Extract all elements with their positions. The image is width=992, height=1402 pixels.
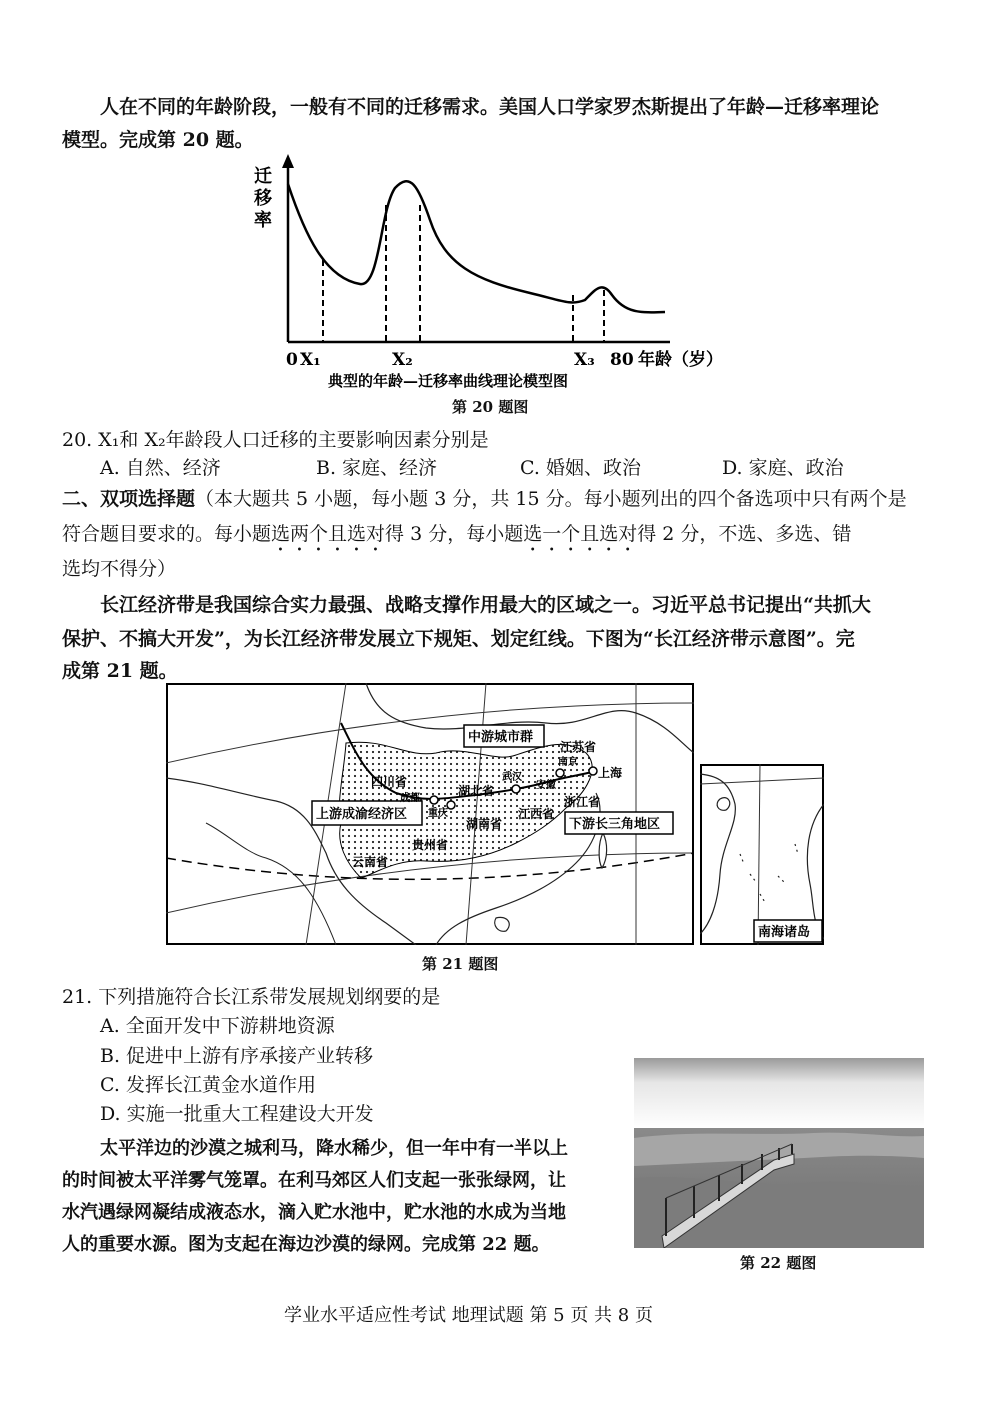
- chongqing-label: 重庆: [428, 808, 448, 819]
- q21-stem: 21. 下列措施符合长江系带发展规划纲要的是: [62, 986, 441, 1008]
- ylabel-char-2: 移: [254, 188, 272, 209]
- q21-option-c[interactable]: C. 发挥长江黄金水道作用: [100, 1074, 316, 1096]
- fig21-caption: 第 21 题图: [422, 955, 499, 973]
- intro22-line3: 水汽遇绿网凝结成液态水，滴入贮水池中，贮水池的水成为当地: [62, 1202, 566, 1223]
- section2-line1: [62, 484, 907, 514]
- shanghai-marker: [589, 767, 597, 775]
- box-midstream-label: 中游城市群: [468, 730, 534, 745]
- x-origin-label: 0: [286, 350, 298, 370]
- ylabel-char-3: 率: [254, 210, 272, 231]
- shanghai-label: 上海: [598, 766, 623, 780]
- section2-line2: [62, 519, 851, 556]
- migration-rate-curve: [288, 181, 665, 312]
- yangtze-economic-belt-map: [166, 683, 694, 945]
- intro22-line2: 的时间被太平洋雾气笼罩。在利马郊区人们支起一张张绿网，让: [62, 1170, 566, 1191]
- chongqing-marker: [447, 801, 455, 809]
- fig22-caption: 第 22 题图: [740, 1254, 817, 1272]
- photo-sky: [634, 1058, 924, 1128]
- x3-label: X₃: [574, 350, 595, 370]
- nanjing-label: 南京: [558, 757, 578, 768]
- q21-option-a[interactable]: A. 全面开发中下游耕地资源: [100, 1015, 335, 1037]
- intro21-line1: 长江经济带是我国综合实力最强、战略支撑作用最大的区域之一。习近平总书记提出“共抓大: [100, 594, 871, 616]
- wuhan-label: 武汉: [502, 772, 522, 783]
- q20-stem: 20. X₁和 X₂年龄段人口迁移的主要影响因素分别是: [62, 429, 489, 451]
- migration-rate-chart: [240, 150, 760, 400]
- fog-net-photo: [634, 1058, 924, 1248]
- section2-line2-emph-1: 选两个且选对: [271, 523, 386, 545]
- chengdu-label: 成都: [400, 793, 420, 804]
- hainan-island: [495, 917, 510, 931]
- section2-line2-c: 得 3 分，每小题: [385, 523, 524, 545]
- x-unit-label: 年龄（岁）: [638, 350, 723, 370]
- x1-label: X₁: [300, 350, 321, 370]
- box-south-sea-label: 南海诸岛: [758, 925, 811, 940]
- q20-option-c[interactable]: C. 婚姻、政治: [520, 457, 641, 479]
- zhejiang-label: 浙江省: [564, 795, 601, 809]
- x80-label: 80: [610, 350, 634, 370]
- intro21-line3: 成第 21 题。: [62, 660, 178, 682]
- box-downstream-label: 下游长三角地区: [569, 817, 661, 832]
- chart-title: 典型的年龄—迁移率曲线理论模型图: [328, 372, 569, 390]
- q21-option-d[interactable]: D. 实施一批重大工程建设大开发: [100, 1103, 374, 1125]
- inset-hainan: [717, 798, 730, 811]
- nanjing-marker: [556, 769, 564, 777]
- section2-line2-a: 符合题目要求的。每小题: [62, 523, 272, 545]
- section2-line1-rest: （本大题共 5 小题，每小题 3 分，共 15 分。每小题列出的四个备选项中只有两个是: [195, 488, 907, 510]
- guizhou-label: 贵州省: [412, 838, 449, 852]
- q21-option-b[interactable]: B. 促进中上游有序承接产业转移: [100, 1045, 374, 1067]
- q20-option-b[interactable]: B. 家庭、经济: [316, 457, 438, 479]
- intro22-line1: 太平洋边的沙漠之城利马，降水稀少，但一年中有一半以上: [100, 1138, 568, 1159]
- q20-option-a[interactable]: A. 自然、经济: [100, 457, 221, 479]
- page-footer: 学业水平适应性考试 地理试题 第 5 页 共 8 页: [284, 1305, 653, 1326]
- section2-line2-emph-2: 选一个且选对: [523, 523, 638, 545]
- y-axis-arrow: [282, 154, 294, 168]
- hunan-label: 湖南省: [466, 817, 503, 831]
- x2-label: X₂: [392, 350, 413, 370]
- south-china-sea-inset: [700, 764, 824, 945]
- jiangxi-label: 江西省: [518, 807, 555, 821]
- intro20-line1: 人在不同的年龄阶段，一般有不同的迁移需求。美国人口学家罗杰斯提出了年龄—迁移率理论: [100, 96, 880, 118]
- q20-option-d[interactable]: D. 家庭、政治: [722, 457, 844, 479]
- intro20-line2: 模型。完成第 20 题。: [62, 129, 254, 151]
- section2-line2-e: 得 2 分，不选、多选、错: [637, 523, 852, 545]
- ylabel-char-1: 迁: [254, 166, 272, 187]
- jiangsu-label: 江苏省: [560, 740, 597, 754]
- sichuan-label: 四川省: [371, 775, 408, 789]
- box-upstream-label: 上游成渝经济区: [316, 807, 408, 822]
- hubei-label: 湖北省: [458, 784, 495, 798]
- section2-line3: 选均不得分）: [62, 558, 177, 580]
- fig20-caption: 第 20 题图: [452, 398, 529, 416]
- yunnan-label: 云南省: [352, 855, 389, 869]
- anhui-label: 安徽: [536, 780, 556, 791]
- chengdu-marker: [430, 796, 438, 804]
- wuhan-marker: [512, 785, 520, 793]
- intro22-line4: 人的重要水源。图为支起在海边沙漠的绿网。完成第 22 题。: [62, 1234, 550, 1255]
- intro21-line2: 保护、不搞大开发”，为长江经济带发展立下规矩、划定红线。下图为“长江经济带示意图”。完: [62, 628, 855, 650]
- section2-title: 二、双项选择题: [62, 488, 196, 510]
